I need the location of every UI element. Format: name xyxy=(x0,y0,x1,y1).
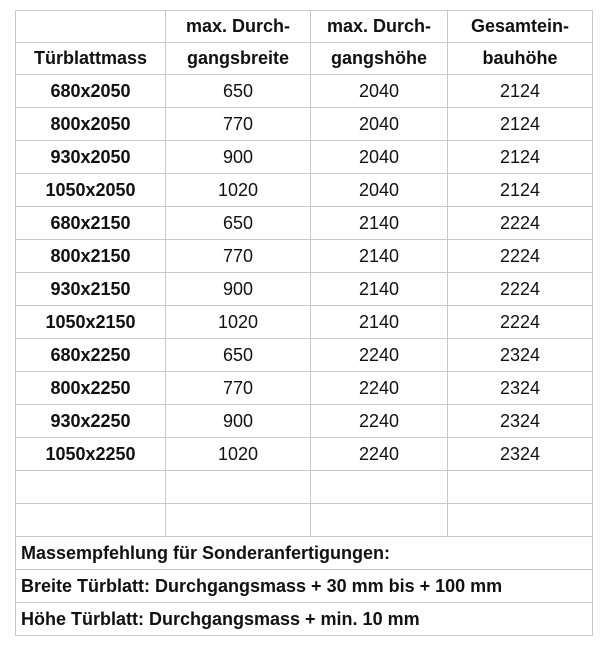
table-cell: 900 xyxy=(166,141,311,174)
table-cell: 650 xyxy=(166,339,311,372)
table-row xyxy=(16,141,593,174)
empty-cell xyxy=(448,504,593,537)
table-cell: 2224 xyxy=(448,306,593,339)
table-cell: 900 xyxy=(166,273,311,306)
table-row xyxy=(16,108,593,141)
table-cell: 900 xyxy=(166,405,311,438)
table-cell: 2040 xyxy=(311,174,448,207)
table-cell: 770 xyxy=(166,108,311,141)
table-row xyxy=(16,372,593,405)
table-cell: 770 xyxy=(166,372,311,405)
table-row xyxy=(16,273,593,306)
table-row xyxy=(16,438,593,471)
empty-cell xyxy=(311,471,448,504)
table-cell: 2124 xyxy=(448,141,593,174)
table-cell: 2140 xyxy=(311,207,448,240)
header-cell-passage-height-2: gangshöhe xyxy=(311,43,448,75)
table-cell: 2224 xyxy=(448,207,593,240)
empty-cell xyxy=(16,471,166,504)
table-cell: 1020 xyxy=(166,306,311,339)
empty-row xyxy=(16,471,593,504)
table-cell: 2124 xyxy=(448,174,593,207)
note-text: Breite Türblatt: Durchgangsmass + 30 mm bis + 100 mm xyxy=(16,570,593,603)
table-cell: 2140 xyxy=(311,273,448,306)
door-size-cell: 680x2050 xyxy=(16,75,166,108)
table-row xyxy=(16,207,593,240)
table-cell: 2040 xyxy=(311,75,448,108)
empty-cell xyxy=(448,471,593,504)
header-cell-total-height-2: bauhöhe xyxy=(448,43,593,75)
note-text: Massempfehlung für Sonderanfertigungen: xyxy=(16,537,593,570)
door-size-cell: 680x2250 xyxy=(16,339,166,372)
door-size-cell: 800x2050 xyxy=(16,108,166,141)
table-cell: 2140 xyxy=(311,306,448,339)
empty-cell xyxy=(16,504,166,537)
door-size-cell: 930x2050 xyxy=(16,141,166,174)
empty-cell xyxy=(311,504,448,537)
table-cell: 650 xyxy=(166,207,311,240)
note-text: Höhe Türblatt: Durchgangsmass + min. 10 mm xyxy=(16,603,593,636)
note-row xyxy=(16,537,593,570)
table-cell: 770 xyxy=(166,240,311,273)
dimension-table xyxy=(15,10,593,636)
table-cell: 650 xyxy=(166,75,311,108)
table-cell: 2240 xyxy=(311,372,448,405)
table-row xyxy=(16,339,593,372)
door-size-cell: 680x2150 xyxy=(16,207,166,240)
note-row xyxy=(16,603,593,636)
table-cell: 2224 xyxy=(448,273,593,306)
table-cell: 2124 xyxy=(448,75,593,108)
empty-cell xyxy=(166,471,311,504)
table-cell: 2124 xyxy=(448,108,593,141)
table-cell: 2140 xyxy=(311,240,448,273)
header-cell-door-leaf-size: Türblattmass xyxy=(16,43,166,75)
table-cell: 1020 xyxy=(166,174,311,207)
header-row-1 xyxy=(16,11,593,43)
door-size-cell: 930x2250 xyxy=(16,405,166,438)
door-size-cell: 1050x2250 xyxy=(16,438,166,471)
note-row xyxy=(16,570,593,603)
table-cell: 2324 xyxy=(448,405,593,438)
header-cell-total-height: Gesamtein- xyxy=(448,11,593,43)
table-cell: 2240 xyxy=(311,405,448,438)
table-row xyxy=(16,174,593,207)
door-size-cell: 800x2150 xyxy=(16,240,166,273)
empty-cell xyxy=(166,504,311,537)
table-cell: 2324 xyxy=(448,339,593,372)
table-cell: 2224 xyxy=(448,240,593,273)
door-size-cell: 1050x2050 xyxy=(16,174,166,207)
table-cell: 1020 xyxy=(166,438,311,471)
table-row xyxy=(16,75,593,108)
table-cell: 2040 xyxy=(311,141,448,174)
header-cell-passage-width: max. Durch- xyxy=(166,11,311,43)
table-cell: 2240 xyxy=(311,438,448,471)
door-size-cell: 930x2150 xyxy=(16,273,166,306)
table-cell: 2240 xyxy=(311,339,448,372)
header-cell-passage-width-2: gangsbreite xyxy=(166,43,311,75)
table-row xyxy=(16,405,593,438)
header-cell-passage-height: max. Durch- xyxy=(311,11,448,43)
table-cell: 2324 xyxy=(448,438,593,471)
table-row xyxy=(16,240,593,273)
header-row-2 xyxy=(16,43,593,75)
door-size-cell: 1050x2150 xyxy=(16,306,166,339)
table-row xyxy=(16,306,593,339)
door-size-cell: 800x2250 xyxy=(16,372,166,405)
table-cell: 2324 xyxy=(448,372,593,405)
header-cell xyxy=(16,11,166,43)
empty-row xyxy=(16,504,593,537)
table-cell: 2040 xyxy=(311,108,448,141)
